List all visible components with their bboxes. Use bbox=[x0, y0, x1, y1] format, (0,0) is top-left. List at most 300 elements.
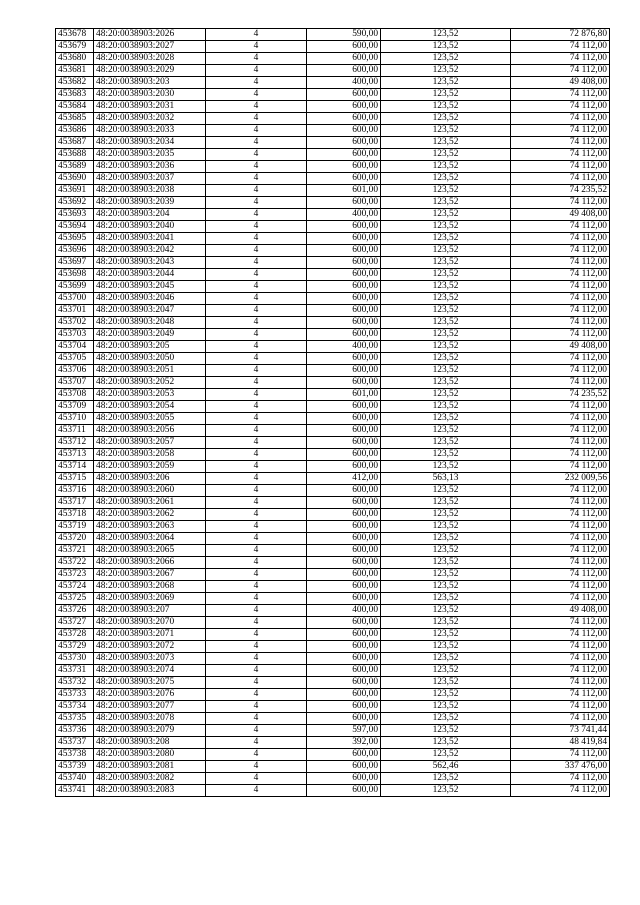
cadastral-value-cell: 337 476,00 bbox=[511, 761, 610, 773]
table-row bbox=[56, 425, 610, 437]
cadastral-number-cell: 48:20:0038903:2078 bbox=[94, 713, 206, 725]
table-row bbox=[56, 65, 610, 77]
area-cell: 600,00 bbox=[307, 221, 381, 233]
area-cell: 600,00 bbox=[307, 245, 381, 257]
table-row bbox=[56, 413, 610, 425]
category-cell: 4 bbox=[206, 161, 307, 173]
cadastral-value-cell: 74 112,00 bbox=[511, 713, 610, 725]
row-number-cell: 453720 bbox=[56, 533, 94, 545]
specific-value-cell: 123,52 bbox=[381, 77, 511, 89]
row-number-cell: 453694 bbox=[56, 221, 94, 233]
specific-value-cell: 123,52 bbox=[381, 461, 511, 473]
area-cell: 600,00 bbox=[307, 305, 381, 317]
area-cell: 600,00 bbox=[307, 461, 381, 473]
cadastral-number-cell: 48:20:0038903:2071 bbox=[94, 629, 206, 641]
category-cell: 4 bbox=[206, 329, 307, 341]
category-cell: 4 bbox=[206, 41, 307, 53]
cadastral-number-cell: 48:20:0038903:2075 bbox=[94, 677, 206, 689]
specific-value-cell: 123,52 bbox=[381, 689, 511, 701]
cadastral-value-cell: 74 112,00 bbox=[511, 785, 610, 797]
table-row bbox=[56, 341, 610, 353]
specific-value-cell: 563,13 bbox=[381, 473, 511, 485]
area-cell: 600,00 bbox=[307, 413, 381, 425]
area-cell: 600,00 bbox=[307, 125, 381, 137]
cadastral-number-cell: 48:20:0038903:2053 bbox=[94, 389, 206, 401]
cadastral-number-cell: 48:20:0038903:2028 bbox=[94, 53, 206, 65]
cadastral-value-cell: 74 112,00 bbox=[511, 53, 610, 65]
row-number-cell: 453713 bbox=[56, 449, 94, 461]
specific-value-cell: 123,52 bbox=[381, 149, 511, 161]
cadastral-number-cell: 48:20:0038903:2080 bbox=[94, 749, 206, 761]
row-number-cell: 453711 bbox=[56, 425, 94, 437]
area-cell: 600,00 bbox=[307, 437, 381, 449]
cadastral-number-cell: 48:20:0038903:2026 bbox=[94, 29, 206, 41]
area-cell: 600,00 bbox=[307, 137, 381, 149]
specific-value-cell: 123,52 bbox=[381, 437, 511, 449]
cadastral-value-cell: 74 112,00 bbox=[511, 233, 610, 245]
cadastral-number-cell: 48:20:0038903:2055 bbox=[94, 413, 206, 425]
cadastral-value-cell: 74 112,00 bbox=[511, 269, 610, 281]
row-number-cell: 453736 bbox=[56, 725, 94, 737]
specific-value-cell: 123,52 bbox=[381, 29, 511, 41]
specific-value-cell: 123,52 bbox=[381, 293, 511, 305]
cadastral-value-cell: 74 112,00 bbox=[511, 353, 610, 365]
specific-value-cell: 123,52 bbox=[381, 497, 511, 509]
cadastral-number-cell: 48:20:0038903:2083 bbox=[94, 785, 206, 797]
area-cell: 600,00 bbox=[307, 425, 381, 437]
cadastral-number-cell: 48:20:0038903:2063 bbox=[94, 521, 206, 533]
area-cell: 600,00 bbox=[307, 365, 381, 377]
specific-value-cell: 123,52 bbox=[381, 341, 511, 353]
cadastral-number-cell: 48:20:0038903:2043 bbox=[94, 257, 206, 269]
cadastral-value-cell: 74 112,00 bbox=[511, 641, 610, 653]
specific-value-cell: 123,52 bbox=[381, 641, 511, 653]
cadastral-value-cell: 74 112,00 bbox=[511, 593, 610, 605]
cadastral-value-cell: 74 112,00 bbox=[511, 617, 610, 629]
cadastral-number-cell: 48:20:0038903:2041 bbox=[94, 233, 206, 245]
category-cell: 4 bbox=[206, 557, 307, 569]
row-number-cell: 453740 bbox=[56, 773, 94, 785]
cadastral-value-cell: 74 112,00 bbox=[511, 521, 610, 533]
row-number-cell: 453718 bbox=[56, 509, 94, 521]
cadastral-value-cell: 74 112,00 bbox=[511, 497, 610, 509]
cadastral-number-cell: 48:20:0038903:2077 bbox=[94, 701, 206, 713]
row-number-cell: 453698 bbox=[56, 269, 94, 281]
category-cell: 4 bbox=[206, 653, 307, 665]
cadastral-value-cell: 74 112,00 bbox=[511, 197, 610, 209]
area-cell: 600,00 bbox=[307, 569, 381, 581]
area-cell: 600,00 bbox=[307, 533, 381, 545]
area-cell: 601,00 bbox=[307, 185, 381, 197]
specific-value-cell: 562,46 bbox=[381, 761, 511, 773]
table-row bbox=[56, 593, 610, 605]
table-row bbox=[56, 509, 610, 521]
cadastral-number-cell: 48:20:0038903:2082 bbox=[94, 773, 206, 785]
row-number-cell: 453714 bbox=[56, 461, 94, 473]
table-row bbox=[56, 773, 610, 785]
area-cell: 600,00 bbox=[307, 317, 381, 329]
row-number-cell: 453710 bbox=[56, 413, 94, 425]
specific-value-cell: 123,52 bbox=[381, 245, 511, 257]
area-cell: 600,00 bbox=[307, 521, 381, 533]
specific-value-cell: 123,52 bbox=[381, 665, 511, 677]
row-number-cell: 453704 bbox=[56, 341, 94, 353]
cadastral-number-cell: 48:20:0038903:2037 bbox=[94, 173, 206, 185]
row-number-cell: 453697 bbox=[56, 257, 94, 269]
cadastral-number-cell: 48:20:0038903:2059 bbox=[94, 461, 206, 473]
row-number-cell: 453695 bbox=[56, 233, 94, 245]
category-cell: 4 bbox=[206, 533, 307, 545]
area-cell: 600,00 bbox=[307, 353, 381, 365]
row-number-cell: 453679 bbox=[56, 41, 94, 53]
table-row bbox=[56, 473, 610, 485]
area-cell: 600,00 bbox=[307, 149, 381, 161]
specific-value-cell: 123,52 bbox=[381, 113, 511, 125]
specific-value-cell: 123,52 bbox=[381, 521, 511, 533]
table-row bbox=[56, 113, 610, 125]
area-cell: 600,00 bbox=[307, 785, 381, 797]
specific-value-cell: 123,52 bbox=[381, 413, 511, 425]
row-number-cell: 453689 bbox=[56, 161, 94, 173]
cadastral-value-cell: 74 112,00 bbox=[511, 509, 610, 521]
table-row bbox=[56, 785, 610, 797]
row-number-cell: 453702 bbox=[56, 317, 94, 329]
category-cell: 4 bbox=[206, 173, 307, 185]
cadastral-value-cell: 74 112,00 bbox=[511, 401, 610, 413]
cadastral-number-cell: 48:20:0038903:203 bbox=[94, 77, 206, 89]
table-row bbox=[56, 629, 610, 641]
row-number-cell: 453684 bbox=[56, 101, 94, 113]
specific-value-cell: 123,52 bbox=[381, 677, 511, 689]
cadastral-value-cell: 74 112,00 bbox=[511, 689, 610, 701]
table-row bbox=[56, 701, 610, 713]
cadastral-number-cell: 48:20:0038903:2064 bbox=[94, 533, 206, 545]
cadastral-value-cell: 74 112,00 bbox=[511, 329, 610, 341]
category-cell: 4 bbox=[206, 233, 307, 245]
row-number-cell: 453725 bbox=[56, 593, 94, 605]
category-cell: 4 bbox=[206, 221, 307, 233]
category-cell: 4 bbox=[206, 77, 307, 89]
row-number-cell: 453680 bbox=[56, 53, 94, 65]
area-cell: 600,00 bbox=[307, 677, 381, 689]
table-row bbox=[56, 641, 610, 653]
row-number-cell: 453685 bbox=[56, 113, 94, 125]
cadastral-value-cell: 74 112,00 bbox=[511, 773, 610, 785]
row-number-cell: 453712 bbox=[56, 437, 94, 449]
specific-value-cell: 123,52 bbox=[381, 701, 511, 713]
row-number-cell: 453735 bbox=[56, 713, 94, 725]
category-cell: 4 bbox=[206, 101, 307, 113]
cadastral-value-cell: 74 235,52 bbox=[511, 389, 610, 401]
cadastral-value-cell: 74 112,00 bbox=[511, 257, 610, 269]
category-cell: 4 bbox=[206, 317, 307, 329]
row-number-cell: 453724 bbox=[56, 581, 94, 593]
cadastral-number-cell: 48:20:0038903:2079 bbox=[94, 725, 206, 737]
category-cell: 4 bbox=[206, 353, 307, 365]
cadastral-value-cell: 74 112,00 bbox=[511, 365, 610, 377]
cadastral-value-cell: 74 112,00 bbox=[511, 749, 610, 761]
category-cell: 4 bbox=[206, 713, 307, 725]
specific-value-cell: 123,52 bbox=[381, 509, 511, 521]
category-cell: 4 bbox=[206, 677, 307, 689]
category-cell: 4 bbox=[206, 617, 307, 629]
area-cell: 600,00 bbox=[307, 557, 381, 569]
area-cell: 400,00 bbox=[307, 341, 381, 353]
table-row bbox=[56, 677, 610, 689]
table-row bbox=[56, 653, 610, 665]
table-row bbox=[56, 497, 610, 509]
row-number-cell: 453681 bbox=[56, 65, 94, 77]
category-cell: 4 bbox=[206, 773, 307, 785]
row-number-cell: 453687 bbox=[56, 137, 94, 149]
table-row bbox=[56, 41, 610, 53]
area-cell: 600,00 bbox=[307, 197, 381, 209]
row-number-cell: 453716 bbox=[56, 485, 94, 497]
row-number-cell: 453734 bbox=[56, 701, 94, 713]
category-cell: 4 bbox=[206, 569, 307, 581]
cadastral-value-cell: 74 112,00 bbox=[511, 125, 610, 137]
cadastral-number-cell: 48:20:0038903:2036 bbox=[94, 161, 206, 173]
area-cell: 600,00 bbox=[307, 749, 381, 761]
category-cell: 4 bbox=[206, 29, 307, 41]
table-row bbox=[56, 209, 610, 221]
cadastral-value-cell: 74 112,00 bbox=[511, 425, 610, 437]
category-cell: 4 bbox=[206, 641, 307, 653]
cadastral-value-cell: 74 112,00 bbox=[511, 317, 610, 329]
category-cell: 4 bbox=[206, 581, 307, 593]
cadastral-number-cell: 48:20:0038903:2065 bbox=[94, 545, 206, 557]
row-number-cell: 453686 bbox=[56, 125, 94, 137]
cadastral-number-cell: 48:20:0038903:2046 bbox=[94, 293, 206, 305]
specific-value-cell: 123,52 bbox=[381, 317, 511, 329]
category-cell: 4 bbox=[206, 125, 307, 137]
category-cell: 4 bbox=[206, 137, 307, 149]
table-row bbox=[56, 485, 610, 497]
category-cell: 4 bbox=[206, 737, 307, 749]
specific-value-cell: 123,52 bbox=[381, 233, 511, 245]
category-cell: 4 bbox=[206, 65, 307, 77]
specific-value-cell: 123,52 bbox=[381, 773, 511, 785]
table-row bbox=[56, 449, 610, 461]
cadastral-number-cell: 48:20:0038903:2027 bbox=[94, 41, 206, 53]
cadastral-value-cell: 49 408,00 bbox=[511, 77, 610, 89]
cadastral-value-cell: 74 112,00 bbox=[511, 545, 610, 557]
cadastral-value-cell: 74 112,00 bbox=[511, 245, 610, 257]
cadastral-value-cell: 74 112,00 bbox=[511, 557, 610, 569]
area-cell: 600,00 bbox=[307, 653, 381, 665]
area-cell: 600,00 bbox=[307, 485, 381, 497]
specific-value-cell: 123,52 bbox=[381, 725, 511, 737]
cadastral-value-cell: 49 408,00 bbox=[511, 209, 610, 221]
cadastral-number-cell: 48:20:0038903:2029 bbox=[94, 65, 206, 77]
table-row bbox=[56, 257, 610, 269]
area-cell: 412,00 bbox=[307, 473, 381, 485]
table-row bbox=[56, 761, 610, 773]
area-cell: 600,00 bbox=[307, 281, 381, 293]
cadastral-number-cell: 48:20:0038903:2066 bbox=[94, 557, 206, 569]
area-cell: 600,00 bbox=[307, 401, 381, 413]
specific-value-cell: 123,52 bbox=[381, 737, 511, 749]
cadastral-value-cell: 74 112,00 bbox=[511, 437, 610, 449]
category-cell: 4 bbox=[206, 341, 307, 353]
table-row bbox=[56, 437, 610, 449]
cadastral-value-cell: 232 009,56 bbox=[511, 473, 610, 485]
area-cell: 600,00 bbox=[307, 617, 381, 629]
category-cell: 4 bbox=[206, 113, 307, 125]
category-cell: 4 bbox=[206, 425, 307, 437]
cadastral-number-cell: 48:20:0038903:2070 bbox=[94, 617, 206, 629]
cadastral-number-cell: 48:20:0038903:207 bbox=[94, 605, 206, 617]
cadastral-number-cell: 48:20:0038903:2033 bbox=[94, 125, 206, 137]
table-row bbox=[56, 377, 610, 389]
row-number-cell: 453688 bbox=[56, 149, 94, 161]
table-row bbox=[56, 545, 610, 557]
specific-value-cell: 123,52 bbox=[381, 545, 511, 557]
cadastral-number-cell: 48:20:0038903:2045 bbox=[94, 281, 206, 293]
table-row bbox=[56, 353, 610, 365]
area-cell: 590,00 bbox=[307, 29, 381, 41]
category-cell: 4 bbox=[206, 413, 307, 425]
area-cell: 600,00 bbox=[307, 665, 381, 677]
area-cell: 600,00 bbox=[307, 269, 381, 281]
category-cell: 4 bbox=[206, 53, 307, 65]
cadastral-value-cell: 74 112,00 bbox=[511, 629, 610, 641]
specific-value-cell: 123,52 bbox=[381, 185, 511, 197]
cadastral-value-cell: 74 112,00 bbox=[511, 581, 610, 593]
cadastral-number-cell: 48:20:0038903:2068 bbox=[94, 581, 206, 593]
category-cell: 4 bbox=[206, 545, 307, 557]
cadastral-number-cell: 48:20:0038903:2060 bbox=[94, 485, 206, 497]
area-cell: 600,00 bbox=[307, 161, 381, 173]
category-cell: 4 bbox=[206, 245, 307, 257]
cadastral-value-cell: 74 112,00 bbox=[511, 377, 610, 389]
cadastral-value-cell: 74 112,00 bbox=[511, 413, 610, 425]
area-cell: 400,00 bbox=[307, 209, 381, 221]
table-row bbox=[56, 317, 610, 329]
category-cell: 4 bbox=[206, 305, 307, 317]
row-number-cell: 453708 bbox=[56, 389, 94, 401]
row-number-cell: 453730 bbox=[56, 653, 94, 665]
specific-value-cell: 123,52 bbox=[381, 617, 511, 629]
category-cell: 4 bbox=[206, 509, 307, 521]
table-row bbox=[56, 329, 610, 341]
table-row bbox=[56, 617, 610, 629]
category-cell: 4 bbox=[206, 725, 307, 737]
specific-value-cell: 123,52 bbox=[381, 389, 511, 401]
cadastral-number-cell: 48:20:0038903:2081 bbox=[94, 761, 206, 773]
table-row bbox=[56, 173, 610, 185]
specific-value-cell: 123,52 bbox=[381, 485, 511, 497]
cadastral-value-cell: 74 112,00 bbox=[511, 281, 610, 293]
category-cell: 4 bbox=[206, 365, 307, 377]
cadastral-value-cell: 74 112,00 bbox=[511, 41, 610, 53]
table-row bbox=[56, 137, 610, 149]
specific-value-cell: 123,52 bbox=[381, 785, 511, 797]
area-cell: 600,00 bbox=[307, 689, 381, 701]
area-cell: 600,00 bbox=[307, 233, 381, 245]
row-number-cell: 453728 bbox=[56, 629, 94, 641]
area-cell: 600,00 bbox=[307, 377, 381, 389]
area-cell: 600,00 bbox=[307, 449, 381, 461]
category-cell: 4 bbox=[206, 293, 307, 305]
table-row bbox=[56, 749, 610, 761]
specific-value-cell: 123,52 bbox=[381, 65, 511, 77]
row-number-cell: 453693 bbox=[56, 209, 94, 221]
row-number-cell: 453717 bbox=[56, 497, 94, 509]
area-cell: 600,00 bbox=[307, 89, 381, 101]
category-cell: 4 bbox=[206, 665, 307, 677]
cadastral-value-cell: 74 112,00 bbox=[511, 65, 610, 77]
category-cell: 4 bbox=[206, 185, 307, 197]
category-cell: 4 bbox=[206, 761, 307, 773]
area-cell: 600,00 bbox=[307, 65, 381, 77]
cadastral-number-cell: 48:20:0038903:2056 bbox=[94, 425, 206, 437]
specific-value-cell: 123,52 bbox=[381, 305, 511, 317]
table-row bbox=[56, 281, 610, 293]
cadastral-number-cell: 48:20:0038903:2032 bbox=[94, 113, 206, 125]
row-number-cell: 453722 bbox=[56, 557, 94, 569]
cadastral-value-cell: 74 112,00 bbox=[511, 221, 610, 233]
table-row bbox=[56, 221, 610, 233]
cadastral-number-cell: 48:20:0038903:2050 bbox=[94, 353, 206, 365]
cadastral-value-cell: 74 112,00 bbox=[511, 485, 610, 497]
cadastral-value-cell: 74 112,00 bbox=[511, 701, 610, 713]
specific-value-cell: 123,52 bbox=[381, 365, 511, 377]
cadastral-value-cell: 74 235,52 bbox=[511, 185, 610, 197]
category-cell: 4 bbox=[206, 473, 307, 485]
area-cell: 600,00 bbox=[307, 293, 381, 305]
area-cell: 600,00 bbox=[307, 773, 381, 785]
category-cell: 4 bbox=[206, 749, 307, 761]
row-number-cell: 453690 bbox=[56, 173, 94, 185]
row-number-cell: 453741 bbox=[56, 785, 94, 797]
cadastral-number-cell: 48:20:0038903:2039 bbox=[94, 197, 206, 209]
cadastral-number-cell: 48:20:0038903:2051 bbox=[94, 365, 206, 377]
category-cell: 4 bbox=[206, 257, 307, 269]
cadastral-value-cell: 74 112,00 bbox=[511, 665, 610, 677]
table-row bbox=[56, 77, 610, 89]
specific-value-cell: 123,52 bbox=[381, 569, 511, 581]
table-row bbox=[56, 605, 610, 617]
specific-value-cell: 123,52 bbox=[381, 221, 511, 233]
table-row bbox=[56, 461, 610, 473]
specific-value-cell: 123,52 bbox=[381, 269, 511, 281]
category-cell: 4 bbox=[206, 785, 307, 797]
specific-value-cell: 123,52 bbox=[381, 353, 511, 365]
cadastral-value-cell: 73 741,44 bbox=[511, 725, 610, 737]
cadastral-number-cell: 48:20:0038903:204 bbox=[94, 209, 206, 221]
cadastral-value-cell: 74 112,00 bbox=[511, 137, 610, 149]
row-number-cell: 453705 bbox=[56, 353, 94, 365]
area-cell: 600,00 bbox=[307, 329, 381, 341]
category-cell: 4 bbox=[206, 629, 307, 641]
table-row bbox=[56, 233, 610, 245]
cadastral-number-cell: 48:20:0038903:2044 bbox=[94, 269, 206, 281]
row-number-cell: 453682 bbox=[56, 77, 94, 89]
cadastral-number-cell: 48:20:0038903:2076 bbox=[94, 689, 206, 701]
area-cell: 597,00 bbox=[307, 725, 381, 737]
cadastral-number-cell: 48:20:0038903:2054 bbox=[94, 401, 206, 413]
area-cell: 600,00 bbox=[307, 593, 381, 605]
specific-value-cell: 123,52 bbox=[381, 257, 511, 269]
row-number-cell: 453701 bbox=[56, 305, 94, 317]
area-cell: 601,00 bbox=[307, 389, 381, 401]
area-cell: 600,00 bbox=[307, 581, 381, 593]
row-number-cell: 453727 bbox=[56, 617, 94, 629]
table-row bbox=[56, 689, 610, 701]
area-cell: 600,00 bbox=[307, 53, 381, 65]
specific-value-cell: 123,52 bbox=[381, 593, 511, 605]
